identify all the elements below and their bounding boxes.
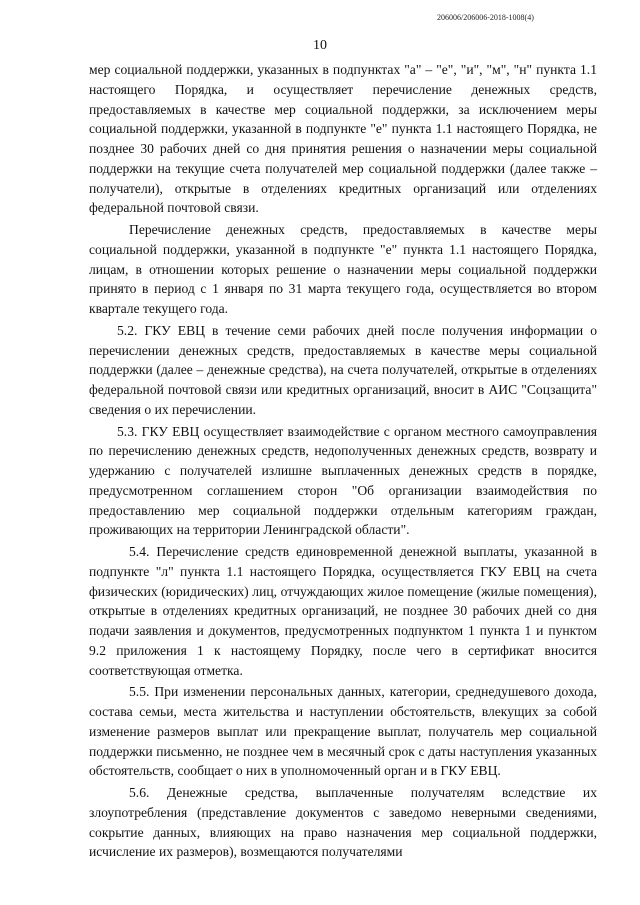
page-number: 10 <box>313 38 327 53</box>
paragraph-5-5: 5.5. При изменении персональных данных, категории, среднедушевого дохода, состава семьи, места жительства и наступлении обстоятельств, влекущих за собой изменение размеров выплат или прекращение выплат, получатель мер социальной поддержки письменно, не позднее чем в месячный срок с даты наступления указанных обстоятельств, сообщает о них в уполномоченный орган и в ГКУ ЕВЦ. <box>89 684 597 779</box>
document-body <box>89 60 597 862</box>
paragraph-continuation: мер социальной поддержки, указанных в подпунктах "а" – "е", "и", "м", "н" пункта 1.1 настоящего Порядка, и осуществляет перечисление денежных средств, предоставляемых в качестве мер социальной поддержки, за исключением меры социальной поддержки, указанной в подпункте "е" пункта 1.1 настоящего Порядка, не позднее 30 рабочих дней со дня принятия решения о назначении меры социальной поддержки на текущие счета получателей мер социальной поддержки (далее также – получатели), открытые в отделениях кредитных организаций или отделениях федеральной почтовой связи. <box>89 62 597 216</box>
paragraph-5-4: 5.4. Перечисление средств единовременной денежной выплаты, указанной в подпункте "л" пункта 1.1 настоящего Порядка, осуществляется ГКУ ЕВЦ на счета физических (юридических) лиц, отчуждающих жилое помещение (жилые помещения), открытые в отделениях кредитных организаций, не позднее 30 рабочих дней со дня подачи заявления и документов, предусмотренных подпунктом 1 пункта 1 и пунктом 9.2 приложения 1 к настоящему Порядку, после чего в сертификат вносится соответствующая отметка. <box>89 544 597 678</box>
document-id: 206006/206006-2018-1008(4) <box>437 13 534 22</box>
paragraph-transfer-timing: Перечисление денежных средств, предоставляемых в качестве меры социальной поддержки, указанной в подпункте "е" пункта 1.1 настоящего Порядка, лицам, в отношении которых решение о назначении меры социальной поддержки принято в период с 1 января по 31 марта текущего года, осуществляется во втором квартале текущего года. <box>89 222 597 316</box>
paragraph-5-6: 5.6. Денежные средства, выплаченные получателям вследствие их злоупотребления (представление документов с заведомо неверными сведениями, сокрытие данных, влияющих на право назначения мер социальной поддержки, исчисление их размеров), возмещаются получателями <box>89 785 597 860</box>
paragraph-5-3: 5.3. ГКУ ЕВЦ осуществляет взаимодействие с органом местного самоуправления по перечислению денежных средств, недополученных денежных средств, возврату и удержанию с получателей излишне выплаченных денежных средств в порядке, предусмотренном соглашением сторон "Об организации взаимодействия по предоставлению мер социальной поддержки отдельным категориям граждан, проживающих на территории Ленинградской области". <box>89 423 597 538</box>
paragraph-5-2: 5.2. ГКУ ЕВЦ в течение семи рабочих дней после получения информации о перечислении денежных средств, предоставляемых в качестве меры социальной поддержки (далее – денежные средства), на счета получателей, открытые в отделениях федеральной почтовой связи или кредитных организаций, вносит в АИС "Соцзащита" сведения о их перечислении. <box>89 322 597 417</box>
